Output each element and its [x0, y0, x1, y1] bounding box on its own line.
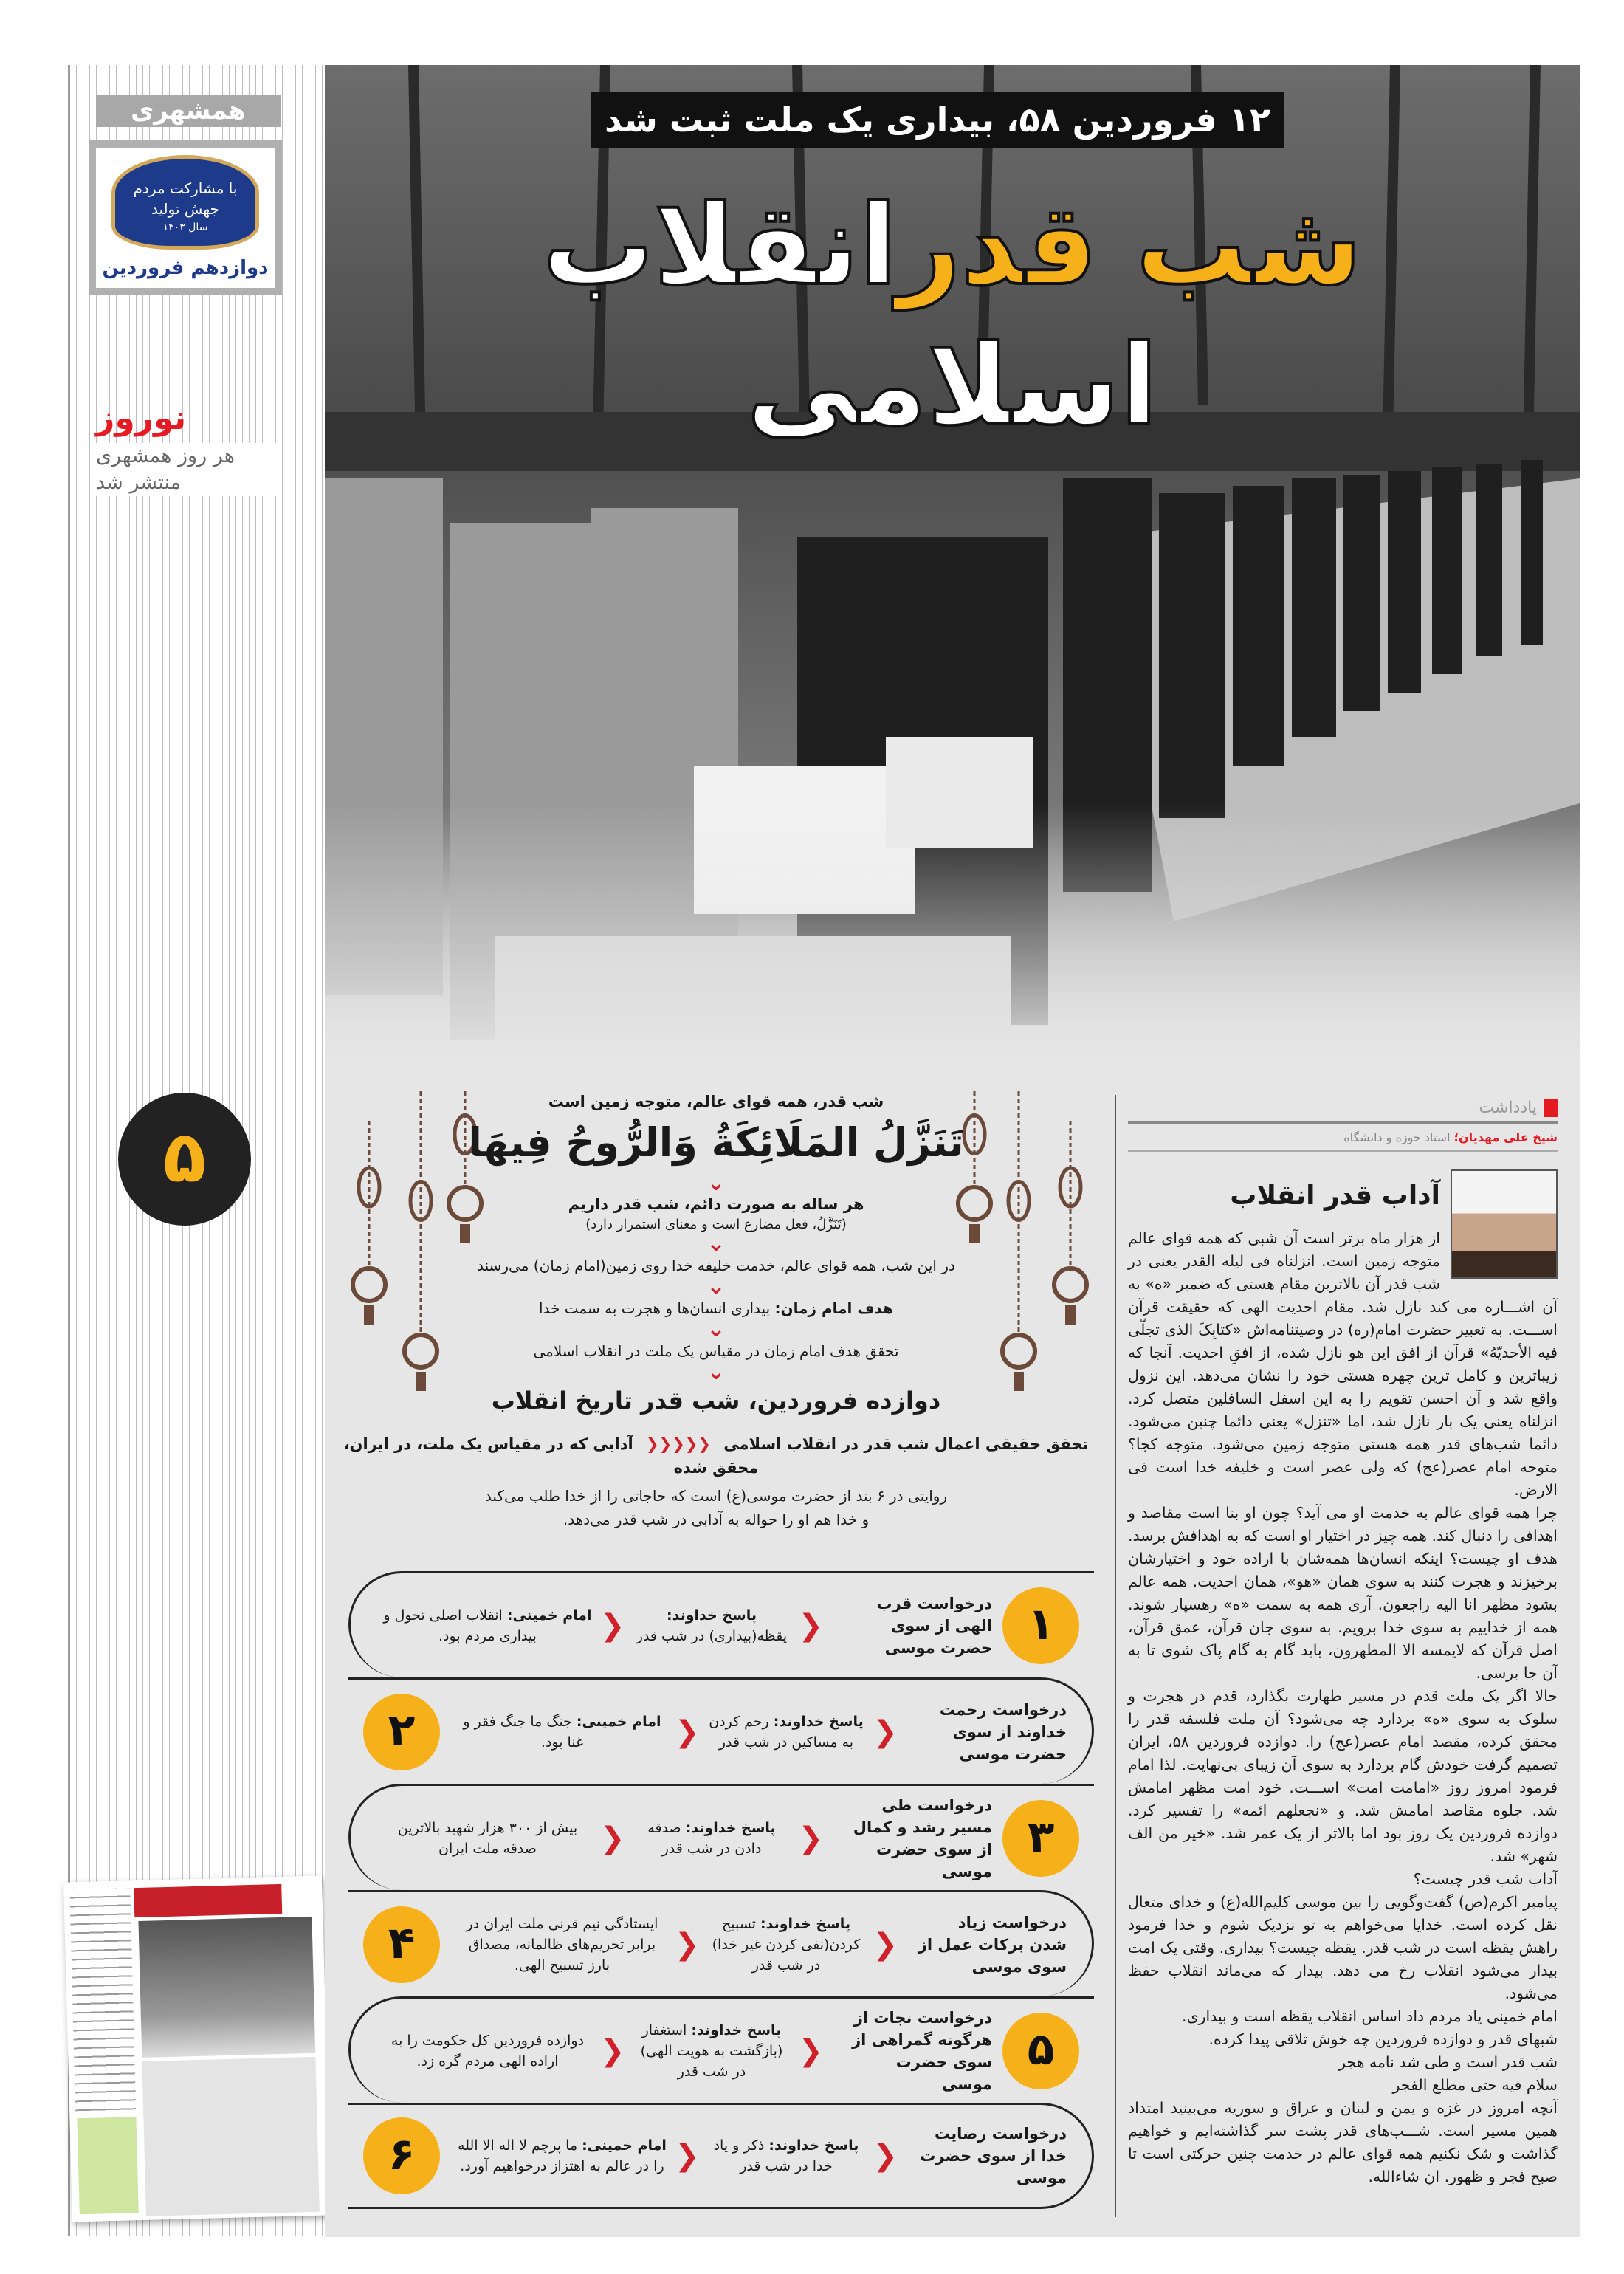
- tagline-line-2: منتشر شد: [96, 471, 182, 494]
- answer-text: رحم کردن به مساکین در شب قدر: [709, 1713, 854, 1751]
- thumbnail-ad: [77, 2117, 138, 2214]
- headline-kicker: ۱۲ فروردین ۵۸، بیداری یک ملت ثبت شد: [591, 92, 1284, 148]
- infographic: [325, 1091, 1107, 1531]
- seal-caption: دوازدهم فروردین: [102, 257, 269, 279]
- bridge-line: [325, 1432, 1107, 1480]
- paragraph: سلام فیه حتی مطلع الفجر: [1392, 2076, 1558, 2094]
- paragraph: از هزار ماه برتر است آن شبی که همه قوای عالم متوجه زمین است. انزلناه فی لیله القدر یعنی در شب قدر آن بالاترین مقام هستی که ضمیر «ه» به آن اشـــاره می کند نازل شد. مقام احدیت الهی که حقیقت قرآن اســـت. به تعبیر حضرت امام(ره) در وصیتنامه‌اش «کتابِکَ الذی تجلّی فیه الأحدیّهُ» قرآن از افق این هو نازل شده، از افقِ احدیت. آنجا که زیباترین و کامل ترین چهره هستی خود را نشان می‌دهد. این نزول واقع شد و آن احسن تقویم را به این اسفل السافلین متصل کرد. انزلناه یعنی یک بار نازل شد، اما «تنزل» یعنی دائما چنین می‌شود. دائما شب‌های قدر همه هستی متوجه زمین می‌شود. متوجه کجا؟ متوجه امام عصر(عج) که ولی عصر است و خلیفه خدا است فی الارض.: [1128, 1229, 1558, 1499]
- answer-text: استغفار (بازگشت به هویت الهی) در شب قدر: [640, 2021, 783, 2080]
- answer-text: ذکر و یاد خدا در شب قدر: [713, 2137, 833, 2174]
- author-name: شیخ علی مهدیان؛: [1453, 1130, 1558, 1144]
- outcome: [382, 1818, 593, 1859]
- step-number: ۴: [363, 1906, 440, 1983]
- thumbnail-photo: [138, 1917, 315, 2058]
- main-panel: [325, 65, 1580, 2237]
- outcome: [457, 1711, 667, 1753]
- intro-line: شب قدر، همه قوای عالم، متوجه زمین است: [548, 1093, 884, 1110]
- arrow-left-icon: ❮: [599, 1821, 625, 1855]
- outcome-text: دوازده فروردین کل حکومت را به اراده الهی مردم گره زد.: [390, 2032, 585, 2069]
- narration-line-2: و خدا هم او را حواله به آدابی در شب قدر می‌دهد.: [562, 1511, 870, 1528]
- paragraph: چرا همه قوای عالم به خدمت او می آید؟ چون او بنا است مقاصد و اهدافی را دنبال کند. همه چیز در اختیار او است که به اهدافش برسد. هدف او چیست؟ اینکه انسان‌ها همه‌شان با اراده خود و اختیارشان برخیزند و هجرت کنند به سوی همان «هو»، همان احدیت. همه عالم بشود مظهر انا الیه راجعون. آری همه به سمت «ه» رهسپار شوند. همه از خداییم به سوی خدا برویم. به سوی جان قرآن، عمق قرآن، اصل قرآن که لایمسه الا المطهرون، باید گام به گام پاک شوی تا به آن جا برسی.: [1128, 1504, 1558, 1682]
- chevron-down-icon: ⌄: [706, 1359, 726, 1385]
- outcome-text: جنگ ما جنگ فقر و غنا بود.: [463, 1713, 584, 1751]
- chevron-down-icon: ⌄: [706, 1170, 726, 1196]
- request: درخواست طی مسیر رشد و کمال از سوی حضرت موسی: [853, 1796, 992, 1880]
- bridge-left: آدابی که در مقیاس یک ملت، در ایران، محقق شده: [343, 1435, 759, 1477]
- answer-label: پاسخ خداوند:: [773, 1713, 864, 1730]
- step-1-note: (تَنَزَّلُ، فعل مضارع است و معنای استمرار دارد): [585, 1217, 847, 1232]
- god-answer: [632, 1818, 791, 1859]
- request-row: [348, 1996, 1094, 2103]
- headline-title-rest: انقلاب اسلامی: [542, 182, 1158, 450]
- outcome-label: امام خمینی:: [506, 1607, 592, 1624]
- answer-text: صدقه دادن در شب قدر: [647, 1819, 762, 1857]
- thumbnail-infographic: [142, 2057, 319, 2216]
- request: درخواست رضایت خدا از سوی حضرت موسی: [920, 2125, 1067, 2187]
- outcome: [382, 2030, 593, 2072]
- arrow-left-icon: ❮: [599, 2033, 625, 2068]
- arrow-left-icon: ❮: [873, 2139, 898, 2173]
- god-answer: [632, 2020, 791, 2082]
- step-number: ۳: [1002, 1800, 1079, 1877]
- page-number-badge: ۵: [118, 1093, 251, 1226]
- request: درخواست نجات از هرگونه گمراهی از سوی حضرت موسی: [852, 2008, 992, 2093]
- paragraph: پیامبر اکرم(ص) گفت‌وگویی را بین موسی کلیم‌الله(ع) و خدای متعال نقل کرده است. خدایا می‌خواهم به تو نزدیک شوم و خدا فرمود راهش یقظه است در شب قدر. یقظه چیست؟ بیداری. وقتی یک امت بیدار می‌شود انقلاب رخ می دهد. بیدار که می‌ماند انقلاب حفظ می‌شود.: [1128, 1893, 1558, 2002]
- chevron-down-icon: ⌄: [706, 1231, 726, 1257]
- step-1: هر ساله به صورت دائم، شب قدر داریم: [568, 1195, 864, 1213]
- conclusion: دوازده فروردین، شب قدر تاریخ انقلاب: [491, 1387, 941, 1415]
- outcome: [457, 1914, 667, 1976]
- request: درخواست زیاد شدن برکات عمل از سوی موسی: [918, 1913, 1067, 1976]
- outcome-text: انقلاب اصلی تحول و بیداری مردم بود.: [383, 1607, 537, 1644]
- god-answer: [706, 1711, 865, 1753]
- step-number: ۵: [1002, 2013, 1079, 2089]
- request-row: [348, 1571, 1094, 1677]
- paragraph: شبهای قدر و دوازده فروردین چه خوش تلاقی پیدا کرده.: [1208, 2030, 1558, 2048]
- step-3-text: بیداری انسان‌ها و هجرت به سمت خدا: [539, 1299, 771, 1317]
- step-number: ۲: [363, 1694, 440, 1770]
- red-square-icon: [1544, 1099, 1558, 1117]
- god-answer: [706, 2135, 865, 2177]
- column-body: [1128, 1227, 1558, 2188]
- column-title: آداب قدر انقلاب: [1230, 1181, 1440, 1211]
- request-row: [348, 1784, 1094, 1890]
- outcome: [457, 2135, 667, 2177]
- tagline-line-1: هر روز همشهری: [96, 444, 235, 467]
- masthead-logo: همشهری: [96, 95, 281, 127]
- chevron-down-icon: ⌄: [706, 1316, 726, 1342]
- request-row: [348, 2103, 1094, 2209]
- bridge-right: تحقق حقیقی اعمال شب قدر در انقلاب اسلامی: [723, 1435, 1089, 1453]
- arrow-left-icon: ❮: [674, 2139, 700, 2173]
- front-page-thumbnail[interactable]: [63, 1875, 331, 2222]
- step-3-label: هدف امام زمان:: [774, 1299, 893, 1317]
- outcome-label: امام خمینی:: [582, 2137, 667, 2154]
- section-name: نوروز: [96, 399, 187, 437]
- column-divider: [1115, 1095, 1116, 2217]
- arrow-left-icon: ❮: [873, 1927, 898, 1962]
- quran-verse: تَنَزَّلُ المَلَائِکَةُ وَالرُّوحُ فِیهَا: [468, 1119, 964, 1166]
- seal-badge: [111, 155, 259, 250]
- thumbnail-masthead: [134, 1884, 282, 1917]
- arrow-left-icon: ❮: [798, 1821, 823, 1855]
- request-row: [348, 1677, 1094, 1784]
- arrows-icon: ❮❮❮❮❮: [646, 1435, 711, 1453]
- answer-label: پاسخ خداوند:: [667, 1607, 757, 1624]
- outcome-text: ایستادگی نیم قرنی ملت ایران در برابر تحریم‌های ظالمانه، مصداق بارز تسبیح الهی.: [466, 1915, 658, 1974]
- narration: [325, 1484, 1107, 1531]
- step-number: ۱: [1002, 1587, 1079, 1664]
- outcome: [382, 1605, 593, 1646]
- arrow-left-icon: ❮: [674, 1714, 700, 1749]
- step-2: در این شب، همه قوای عالم، خدمت خلیفه خدا روی زمین(امام زمان) می‌رسند: [477, 1257, 955, 1274]
- arrow-left-icon: ❮: [599, 1608, 625, 1643]
- campaign-seal: [89, 140, 282, 295]
- answer-label: پاسخ خداوند:: [768, 2137, 859, 2154]
- request: درخواست قرب الهی از سوی حضرت موسی: [876, 1594, 992, 1657]
- outcome-text: ما پرچم لا اله الا الله را در عالم به اهتزاز درخواهیم آورد.: [458, 2137, 664, 2174]
- author-role: استاد حوزه و دانشگاه: [1343, 1130, 1451, 1144]
- chevron-down-icon: ⌄: [706, 1274, 726, 1299]
- answer-label: پاسخ خداوند:: [691, 2021, 782, 2038]
- answer-label: پاسخ خداوند:: [760, 1915, 850, 1932]
- seal-year: سال ۱۴۰۳: [162, 221, 208, 233]
- tagline: [96, 443, 281, 496]
- paragraph: امام خمینی یاد مردم داد اساس انقلاب یقظه است و بیداری.: [1182, 2007, 1558, 2025]
- step-number: ۶: [363, 2117, 440, 2194]
- byline: [1128, 1124, 1558, 1152]
- god-answer: [632, 1605, 791, 1646]
- request-row: [348, 1890, 1094, 1996]
- paragraph: شب قدر است و طی شد نامه هجر: [1338, 2053, 1558, 2071]
- arrow-left-icon: ❮: [674, 1927, 700, 1962]
- opinion-column: [1128, 1099, 1558, 2188]
- paragraph: حالا اگر یک ملت قدم در مسیر طهارت بگذارد، قدم در هجرت و سلوک به سوی «ه» بردارد چه می‌شود؟ آن ملت فلسفه قدر را محقق کرده، مقصد امام عصر(عج) را. دوازده فروردین ۵۸، ایران تصمیم گرفت خودش گام بردارد به سوی آن زیبای بی‌نهایت. لذا امام فرمود امروز روز «امامت امت» اســـت. خود امت مظهر امامش شد. جلوه مقاصد امامش شد. و «نجعلهم ائمه» را تفسیر کرد. دوازده فروردین یک روز بود اما بالاتر از یک عمر شد. «خیر من الف شهر» شد.: [1128, 1687, 1558, 1865]
- request: درخواست رحمت خداوند از سوی حضرت موسی: [939, 1700, 1067, 1763]
- column-label: یادداشت: [1479, 1099, 1537, 1117]
- arrow-left-icon: ❮: [798, 2033, 823, 2068]
- outcome-text: بیش از ۳۰۰ هزار شهید بالاترین صدقه ملت ایران: [397, 1819, 578, 1857]
- headline-title-highlight: شب قدر: [897, 182, 1363, 310]
- answer-label: پاسخ خداوند:: [685, 1819, 776, 1836]
- thumbnail-news-column: [69, 1888, 136, 2111]
- god-answer: [706, 1914, 865, 1976]
- arrow-left-icon: ❮: [873, 1714, 898, 1749]
- narration-line-1: روایتی در ۶ بند از حضرت موسی(ع) است که حاجاتی را از خدا طلب می‌کند: [484, 1487, 948, 1505]
- outcome-label: امام خمینی:: [576, 1713, 661, 1730]
- request-rows: [348, 1571, 1094, 2209]
- author-photo: [1451, 1169, 1558, 1279]
- paragraph: آداب شب قدر چیست؟: [1413, 1870, 1558, 1888]
- paragraph: آنچه امروز در غزه و یمن و لبنان و عراق و سوریه می‌بینید امتداد همین مسیر است. شـــب‌های قدر پشت سر گذاشته‌ایم و خواهیم گذاشت و شک نکنیم همه قوای عالم در خدمت چنین حرکتی است تا صبح فجر و ظهور. ان شاءالله.: [1128, 2099, 1558, 2185]
- answer-text: یقظه(بیداری) در شب قدر: [636, 1627, 788, 1644]
- answer-text: تسبیح کردن(نفی کردن غیر خدا) در شب قدر: [712, 1915, 861, 1974]
- step-4: تحقق هدف امام زمان در مقیاس یک ملت در انقلاب اسلامی: [533, 1342, 899, 1360]
- headline-title: [347, 176, 1558, 456]
- seal-text: با مشارکت مردم جهش تولید: [133, 179, 238, 218]
- arrow-left-icon: ❮: [798, 1608, 823, 1643]
